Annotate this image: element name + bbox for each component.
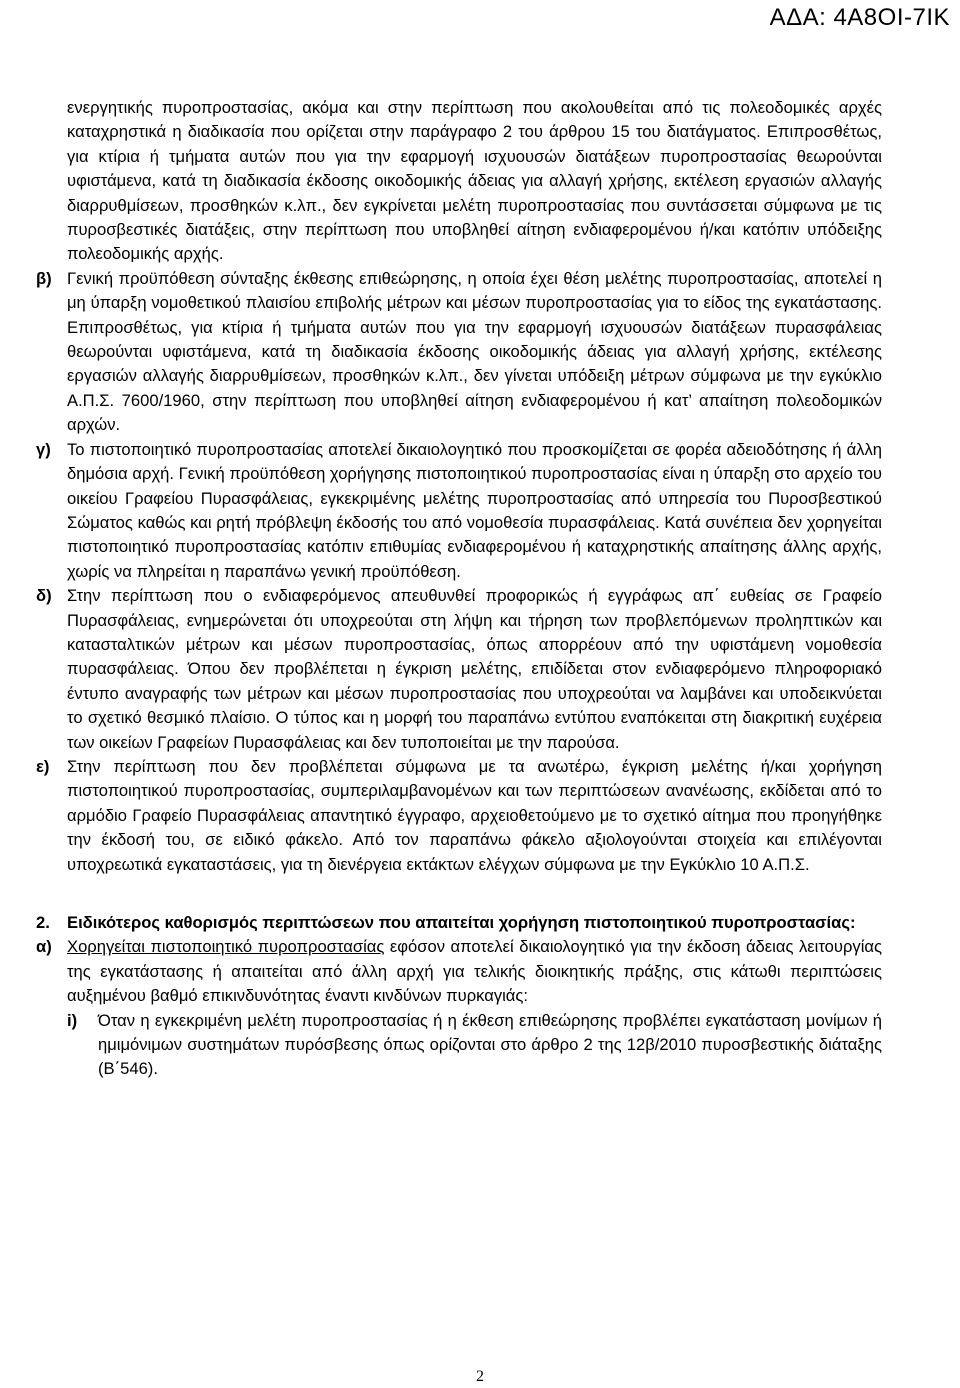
sub-item-i bbox=[67, 1009, 882, 1082]
document-body bbox=[36, 96, 882, 1082]
sub-item-label: i) bbox=[67, 1010, 78, 1030]
item-text: Γενική προϋπόθεση σύνταξης έκθεσης επιθεώρησης, η οποία έχει θέση μελέτης πυροπροστασίας, αποτελεί η μη ύπαρξη νομοθετικού πλαισίου επιβολής μέτρων και μέσων πυροπροστασίας για το είδος της εγκατάστασης. Επιπροσθέτως, για κτίρια ή τμήματα αυτών που για την εφαρμογή ισχυουσών διατάξεων πυρασφάλειας θεωρούνται υφιστάμενα, κατά τη διαδικασία έκδοσης οικοδομικής άδειας για αλλαγή χρήσης, εκτέλεσης εργασιών αλλαγής διαρρυθμίσεων, προσθηκών κ.λπ., δεν γίνεται υπόδειξη μέτρων σύμφωνα με την εγκύκλιο Α.Π.Σ. 7600/1960, στην περίπτωση που υποβληθεί αίτηση ενδιαφερομένου ή κατ’ απαίτηση πολεοδομικών αρχών. bbox=[67, 268, 882, 435]
sub-item-text: Όταν η εγκεκριμένη μελέτη πυροπροστασίας ή η έκθεση επιθεώρησης προβλέπει εγκατάσταση μονίμων ή ημιμόνιμων συστημάτων πυρόσβεσης όπως ορίζονται στο άρθρο 2 της 12β/2010 πυροσβεστικής διάταξης (Β΄546). bbox=[98, 1010, 882, 1079]
item-label: ε) bbox=[36, 756, 50, 776]
ada-code: ΑΔΑ: 4Α8ΟΙ-7ΙΚ bbox=[769, 4, 950, 31]
item-label: γ) bbox=[36, 439, 51, 459]
list-item-c bbox=[36, 438, 882, 584]
section-2-heading bbox=[36, 911, 882, 935]
item-label: β) bbox=[36, 268, 52, 288]
item-label: δ) bbox=[36, 586, 52, 606]
item-text: Στην περίπτωση που ο ενδιαφερόμενος απευθυνθεί προφορικώς ή εγγράφως απ΄ ευθείας σε Γραφείο Πυρασφάλειας, ενημερώνεται ότι υποχρεούται στη λήψη και τήρηση των προβλεπόμενων προληπτικών και κατασταλτικών μέτρων και μέσων πυροπροστασίας, όπως απορρέουν από την υφιστάμενη νομοθεσία πυρασφάλειας. Όπου δεν προβλέπεται η έγκριση μελέτης, επιδίδεται στον ενδιαφερόμενο πληροφοριακό έντυπο αναγραφής των μέτρων και μέσων πυροπροστασίας που υποχρεούται να λαμβάνει και υποδεικνύεται το σχετικό θεσμικό πλαίσιο. Ο τύπος και η μορφή του παραπάνω εντύπου εναπόκειται στη διακριτική ευχέρεια των οικείων Γραφείων Πυρασφάλειας και δεν τυποποιείται με την παρούσα. bbox=[67, 586, 882, 752]
section-2-item-a bbox=[36, 935, 882, 1081]
item-text: εφόσον αποτελεί δικαιολογητικό για την έκδοση άδειας λειτουργίας της εγκατάστασης ή απαιτείται από άλλη αρχή για τελικής διοικητικής πράξης, στις κάτωθι περιπτώσεις αυξημένου βαθμό επικινδυνότητας έναντι κινδύνων πυρκαγιάς: bbox=[67, 937, 882, 1006]
list-item-b bbox=[36, 267, 882, 438]
item-text: Το πιστοποιητικό πυροπροστασίας αποτελεί δικαιολογητικό που προσκομίζεται σε φορέα αδειοδότησης ή άλλη δημόσια αρχή. Γενική προϋπόθεση χορήγησης πιστοποιητικού πυροπροστασίας είναι η ύπαρξη στο αρχείο του οικείου Γραφείου Πυρασφάλειας, εγκεκριμένης μελέτης πυροπροστασίας από υπηρεσία του Πυροσβεστικού Σώματος καθώς και ρητή πρόβλεψη έκδοσής του από νομοθεσία πυρασφάλειας. Κατά συνέπεια δεν χορηγείται πιστοποιητικό πυροπροστασίας κατόπιν επιθυμίας ενδιαφερομένου ή καταχρηστικής απαίτησης άλλης αρχής, χωρίς να πληρείται η παραπάνω γενική προϋπόθεση. bbox=[67, 439, 882, 581]
item-text: Στην περίπτωση που δεν προβλέπεται σύμφωνα με τα ανωτέρω, έγκριση μελέτης ή/και χορήγηση πιστοποιητικού πυροπροστασίας, συμπεριλαμβανομένων και των περιπτώσεων ανανέωσης, εκδίδεται από το αρμόδιο Γραφείο Πυρασφάλειας απαντητικό έγγραφο, αρχειοθετούμενο με το σχετικό αίτημα που προηγήθηκε την έκδοσή του, σε ειδικό φάκελο. Από τον παραπάνω φάκελο αξιολογούνται στοιχεία και επιλέγονται υποχρεωτικά εγκαταστάσεις, για τη διενέργεια εκτάκτων ελέγχων σύμφωνα με την Εγκύκλιο 10 Α.Π.Σ. bbox=[67, 756, 882, 874]
item-label: α) bbox=[36, 937, 52, 957]
list-item-d bbox=[36, 584, 882, 755]
section-number: 2. bbox=[36, 913, 50, 932]
list-item-e bbox=[36, 755, 882, 877]
underlined-phrase: Χορηγείται πιστοποιητικό πυροπροστασίας bbox=[67, 937, 385, 957]
section-title: Ειδικότερος καθορισμός περιπτώσεων που απαιτείται χορήγηση πιστοποιητικού πυροπροστασίας: bbox=[67, 913, 856, 932]
page-number: 2 bbox=[476, 1368, 484, 1385]
intro-paragraph: ενεργητικής πυροπροστασίας, ακόμα και στην περίπτωση που ακολουθείται από τις πολεοδομικές αρχές καταχρηστικά η διαδικασία που ορίζεται στην παράγραφο 2 του άρθρου 15 του διατάγματος. Επιπροσθέτως, για κτίρια ή τμήματα αυτών που για την εφαρμογή ισχυουσών διατάξεων πυροπροστασίας θεωρούνται υφιστάμενα, κατά τη διαδικασία έκδοσης οικοδομικής άδειας για αλλαγή χρήσης, εκτέλεση εργασιών αλλαγής διαρρυθμίσεων, προσθηκών κ.λπ., δεν εγκρίνεται μελέτη πυροπροστασίας που συντάσσεται σύμφωνα με τις πυροσβεστικές διατάξεις, στην περίπτωση που υποβληθεί αίτηση ενδιαφερομένου ή/και κατόπιν υπόδειξης πολεοδομικής αρχής. bbox=[67, 98, 882, 264]
